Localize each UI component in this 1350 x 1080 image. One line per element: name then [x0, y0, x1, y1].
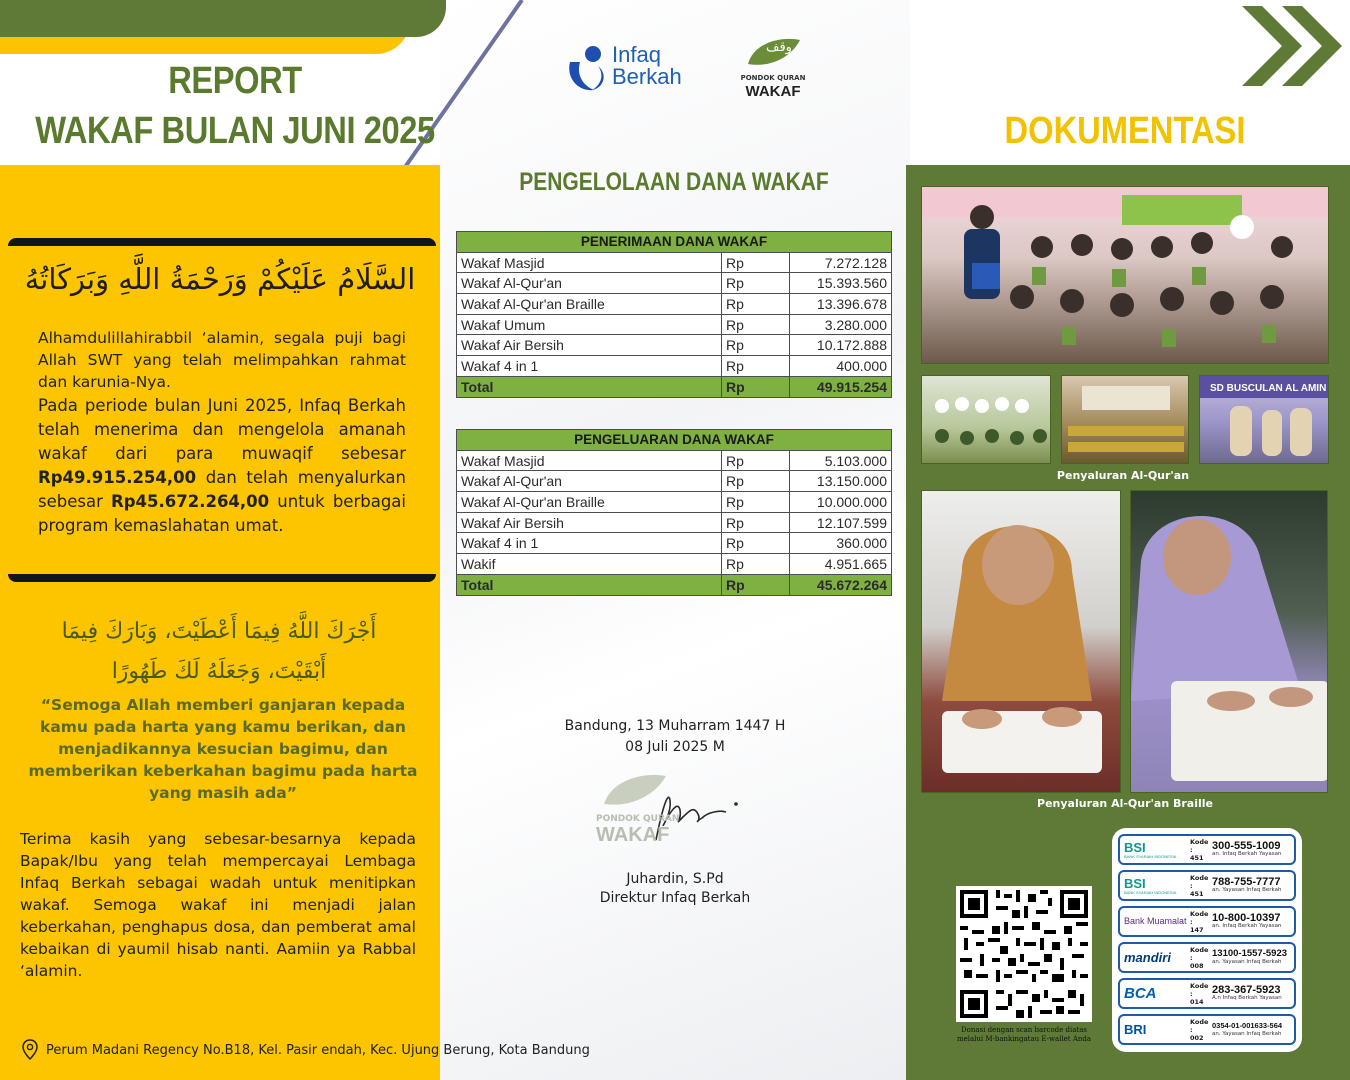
- table-row: Wakaf Air Bersih Rp 12.107.599: [457, 512, 892, 533]
- expense-table-header: PENGELUARAN DANA WAKAF: [457, 430, 892, 451]
- bri-logo-icon: BRI: [1124, 1022, 1147, 1037]
- expense-total-row: Total Rp 45.672.264: [457, 574, 892, 595]
- opening-paragraph: Alhamdulillahirabbil ‘alamin, segala puji bagi Allah SWT yang telah melimpahkan rahmat dan karunia-Nya.: [38, 329, 406, 391]
- qr-code-icon: [956, 886, 1092, 1022]
- students-photo-icon: [922, 376, 1051, 464]
- thanks-paragraph: Terima kasih yang sebesar-besarnya kepada Bapak/Ibu yang telah mempercayai Lembaga Infaq Berkah sebagai wadah untuk menitipkan wakaf. Semoga wakaf ini menjadi jalan keberkahan, penghapus dosa, dan pemberat amal kebaikan di yaumil hisab nanti. Aamiin ya Rabbal ‘alamin.: [20, 830, 416, 980]
- salam-arabic: السَّلَامُ عَلَيْكُمْ وَرَحْمَةُ اللَّهِ وَبَرَكَاتُهُ: [24, 262, 416, 296]
- table-row: Wakaf Al-Qur'an Rp 15.393.560: [457, 273, 892, 294]
- hall-photo-icon: [1062, 376, 1189, 464]
- chevron-decoration-icon: [1238, 0, 1350, 92]
- photo-students-1: [921, 375, 1051, 464]
- bank-row-bsi-2: BSI BANK SYARIAH INDONESIA Kode : 451 788-755-7777 an. Yayasan Infaq Berkah: [1118, 870, 1296, 901]
- braille-reader-photo-icon: [922, 491, 1121, 793]
- account-number: 10-800-10397: [1212, 912, 1281, 924]
- braille-reader-photo-icon: [1131, 491, 1328, 793]
- bank-row-bca: BCA Kode : 014 283-367-5923 A.n Infaq Berkah Yayasan: [1118, 978, 1296, 1009]
- report-title-line2: WAKAF BULAN JUNI 2025: [35, 110, 435, 152]
- report-title-line1: REPORT: [168, 60, 302, 102]
- muamalat-logo-icon: Bank Muamalat: [1124, 916, 1187, 926]
- infaq-berkah-wordmark: Infaq Berkah: [612, 42, 682, 89]
- mandiri-logo-icon: mandiri: [1124, 950, 1171, 965]
- table-row: Wakaf Umum Rp 3.280.000: [457, 314, 892, 335]
- bank-row-bsi-1: BSI BANK SYARIAH INDONESIA Kode : 451 300-555-1009 an. Infaq Berkah Yayasan: [1118, 834, 1296, 865]
- documentation-title: DOKUMENTASI: [1004, 110, 1246, 152]
- account-number: 0354-01-001633-564: [1212, 1021, 1283, 1030]
- section-title: PENGELOLAAN DANA WAKAF: [519, 168, 829, 196]
- location-pin-icon: [22, 1039, 38, 1061]
- bank-row-bri: BRI Kode : 002 0354-01-001633-564 an. Yayasan Infaq Berkah: [1118, 1014, 1296, 1045]
- table-row: Wakaf 4 in 1 Rp 400.000: [457, 356, 892, 377]
- bank-row-mandiri: mandiri Kode : 008 13100-1557-5923 an. Yayasan Infaq Berkah: [1118, 942, 1296, 973]
- donation-qr-code[interactable]: [956, 886, 1092, 1022]
- infaq-berkah-emblem-icon: [564, 40, 612, 96]
- amount-distributed: Rp45.672.264,00: [111, 492, 270, 511]
- qr-instruction: Donasi dengan scan barcode diatas melalui M-bankingatau E-wallet Anda: [956, 1026, 1092, 1043]
- income-table-header: PENERIMAAN DANA WAKAF: [457, 232, 892, 253]
- bsi-logo-icon: BSI BANK SYARIAH INDONESIA: [1124, 839, 1177, 859]
- caption-quran: Penyaluran Al-Qur'an: [1056, 469, 1190, 482]
- bank-row-muamalat: Bank Muamalat Kode : 147 10-800-10397 an. Infaq Berkah Yayasan: [1118, 906, 1296, 937]
- header-tab-green: [0, 0, 446, 37]
- table-row: Wakaf Air Bersih Rp 10.172.888: [457, 335, 892, 356]
- address-line: [22, 1038, 590, 1062]
- expense-table: [456, 429, 892, 596]
- account-number: 788-755-7777: [1212, 876, 1281, 888]
- account-number: 283-367-5923: [1212, 984, 1281, 996]
- stage-photo-icon: [1200, 376, 1329, 464]
- pondok-quran-wakaf-logo: وقف PONDOK QURAN WAKAF: [736, 34, 810, 104]
- bca-logo-icon: BCA: [1124, 985, 1157, 1002]
- income-table: [456, 231, 892, 398]
- photo-group-children: [921, 186, 1329, 364]
- account-number: 300-555-1009: [1212, 840, 1281, 852]
- signature-stamp: PONDOK QURAN WAKAF: [590, 770, 750, 860]
- signer-block: [560, 870, 790, 908]
- address-text: Perum Madani Regency No.B18, Kel. Pasir endah, Kec. Ujung Berung, Kota Bandung: [46, 1042, 590, 1058]
- photo-students-2: [1061, 375, 1189, 464]
- amount-received: Rp49.915.254,00: [38, 468, 197, 487]
- signer-name: Juhardin, S.Pd: [626, 871, 724, 887]
- doa-arabic: أَجْرَكَ اللَّهُ فِيمَا أَعْطَيْتَ، وَبَارَكَ فِيمَا أَبْقَيْتَ، وَجَعَلَهُ لَكَ طَهُورًا: [61, 619, 377, 684]
- banner-text: SD BUSCULAN AL AMIN: [1210, 383, 1327, 394]
- photo-stage: [1199, 375, 1329, 464]
- bsi-logo-icon: BSI BANK SYARIAH INDONESIA: [1124, 875, 1177, 895]
- table-row: Wakaf Masjid Rp 5.103.000: [457, 450, 892, 471]
- photo-braille-reader-2: [1130, 490, 1328, 793]
- signer-title: Direktur Infaq Berkah: [599, 890, 751, 906]
- table-row: Wakaf Al-Qur'an Braille Rp 10.000.000: [457, 492, 892, 513]
- group-photo-icon: [922, 187, 1329, 364]
- table-row: Wakaf Masjid Rp 7.272.128: [457, 252, 892, 273]
- account-number: 13100-1557-5923: [1212, 948, 1288, 959]
- place-date: Bandung, 13 Muharram 1447 H 08 Juli 2025 M: [564, 718, 786, 755]
- table-row: Wakif Rp 4.951.665: [457, 554, 892, 575]
- table-row: Wakaf 4 in 1 Rp 360.000: [457, 533, 892, 554]
- doa-translation: “Semoga Allah memberi ganjaran kepada kamu pada harta yang kamu berikan, dan menjadikannya kesucian bagimu, dan memberikan keberkahan bagimu pada harta yang masih ada”: [28, 696, 418, 802]
- summary-paragraph: Pada periode bulan Juni 2025, Infaq Berkah telah menerima dan mengelola amanah wakaf dari para muwaqif sebesar Rp49.915.254,00 dan telah menyalurkan sebesar Rp45.672.264,00 untuk berbagai program kemaslahatan umat.: [38, 396, 406, 535]
- caption-braille: Penyaluran Al-Qur'an Braille: [1037, 797, 1213, 810]
- photo-braille-reader-1: [921, 490, 1121, 793]
- income-total-row: Total Rp 49.915.254: [457, 376, 892, 397]
- table-row: Wakaf Al-Qur'an Rp 13.150.000: [457, 471, 892, 492]
- table-row: Wakaf Al-Qur'an Braille Rp 13.396.678: [457, 294, 892, 315]
- bank-accounts-card: [1112, 828, 1302, 1052]
